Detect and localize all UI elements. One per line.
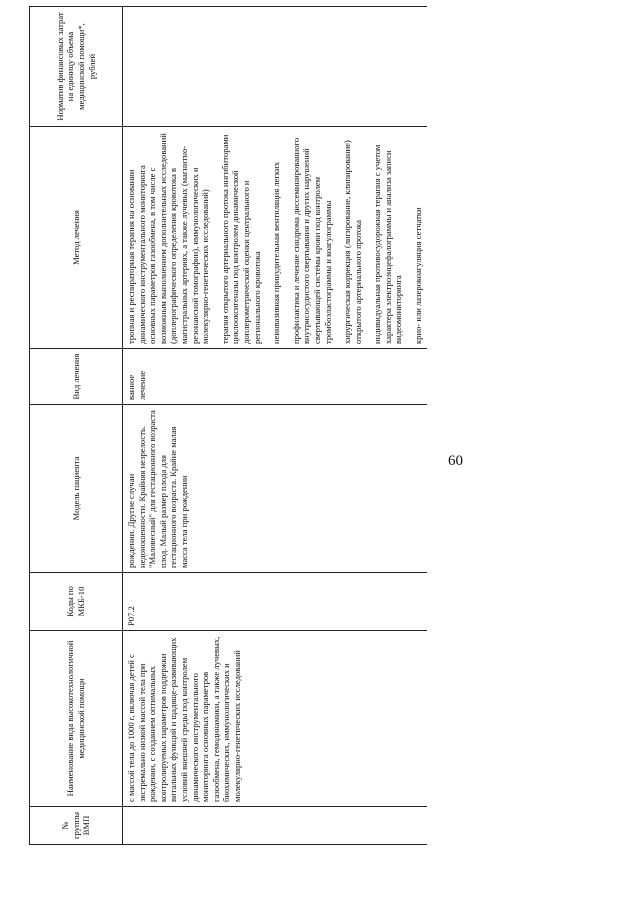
method-item: неинвазивная принудительная вентиляция легких	[271, 161, 282, 344]
vmp-table	[29, 6, 427, 845]
header-codes: Коды по МКБ-10	[30, 573, 123, 631]
cell-type: ванное лечение	[123, 349, 427, 405]
cell-num	[123, 807, 427, 845]
header-name: Наименование вида высокотехнологичной медицинской помощи	[30, 631, 123, 807]
header-method: Метод лечения	[30, 127, 123, 349]
cell-methods	[123, 127, 427, 349]
cell-model: рождении. Другие случаи недоношенности. Крайняя незрелость. "Маловесный" для гестационного возраста плод. Малый размер плода для гестационного возраста. Крайне малая масса тела при рождении	[123, 405, 427, 573]
header-num: № группы ВМП	[30, 807, 123, 845]
method-item: профилактика и лечение синдрома диссеминированного внутрисосудистого свертывания и других нарушений свертывающей системы крови под контролем тромбоэластограммы и коагулограммы	[290, 137, 333, 344]
method-item: терапия открытого артериального протока ингибиторами циклооксигеназы под контролем динамической доплерометрической оценки центрального и регионального кровотока	[219, 134, 262, 344]
method-item: хирургическая коррекция (лигирование, клипирование) открытого артериального протока	[342, 140, 363, 344]
header-row	[30, 7, 123, 845]
page-number: 60	[448, 453, 463, 469]
method-item: крио- или лазерокоагуляция сетчатки	[413, 207, 424, 344]
header-type: Вид лечения	[30, 349, 123, 405]
table-row	[123, 7, 427, 845]
cell-cost	[123, 7, 427, 127]
cell-name: с массой тела до 1000 г, включая детей с экстремально низкой массой тела при рождении, с созданием оптимальных контролируемых параметров поддержки витальных функций и щадяще-развивающих условий внешней среды под контролем динамического инструментального мониторинга основных параметров газообмена, гемодинамики, а также лучевых, биохимических, иммунологических и молекулярно-генетических исследований	[123, 631, 427, 807]
header-model: Модель пациента	[30, 405, 123, 573]
method-item: тропная и респираторная терапия на основании динамического инструментального мониторинга основных параметров газообмена, в том числе с возможным выполнением дополнительных исследований (доплерографического определения кровотока в магистральных артериях, а также лучевых (магнитно-резонансной томографии), иммунологических и молекулярно-генетических исследований)	[126, 133, 211, 344]
cell-codes: P07.2	[123, 573, 427, 631]
header-cost: Норматив финансовых затрат на единицу объема медицинской помощи*, рублей	[30, 7, 123, 127]
method-item: индивидуальная противосудорожная терапия с учетом характера электроэнцефалограммы и анализа записи видеомониторинга	[372, 144, 404, 344]
